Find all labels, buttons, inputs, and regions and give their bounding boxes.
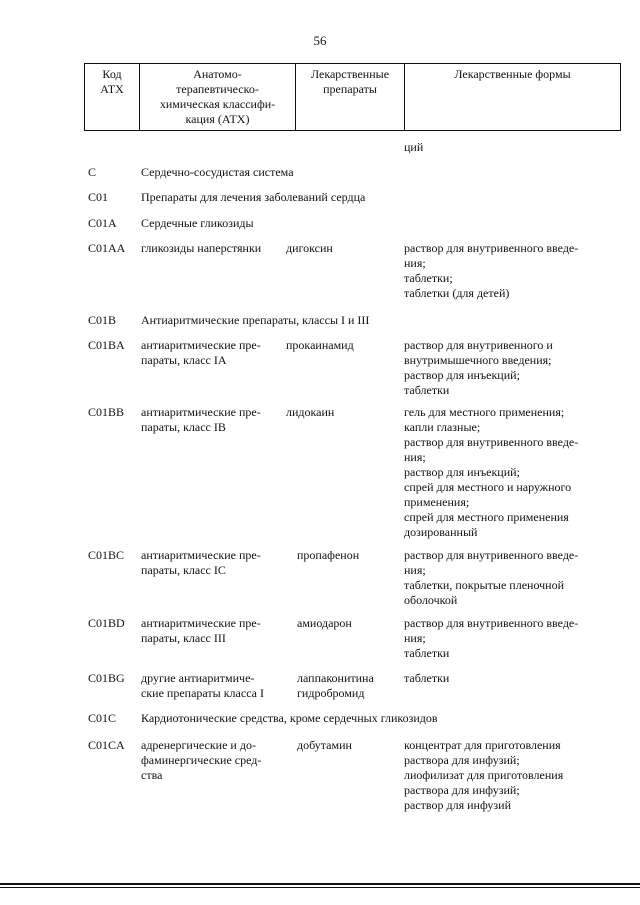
row-code: C01BB bbox=[88, 405, 125, 419]
continuation-text: ций bbox=[404, 140, 424, 154]
row-name: Антиаритмические препараты, классы I и III bbox=[141, 313, 370, 327]
row-forms: раствор для внутривенного введе- ния; таблетки; таблетки (для детей) bbox=[404, 241, 579, 300]
row-forms: раствор для внутривенного и внутримышечного введения; раствор для инъекций; таблетки bbox=[404, 338, 553, 397]
row-forms: раствор для внутривенного введе- ния; таблетки, покрытые пленочной оболочкой bbox=[404, 548, 579, 607]
header-classification: Анатомо- терапевтическо- химическая классифи- кация (АТХ) bbox=[159, 67, 276, 126]
footer-divider bbox=[0, 883, 640, 885]
row-forms: раствор для внутривенного введе- ния; таблетки bbox=[404, 616, 579, 660]
row-name: Кардиотонические средства, кроме сердечных гликозидов bbox=[141, 711, 438, 725]
row-name: другие антиаритмиче- ские препараты класса I bbox=[141, 671, 264, 700]
row-forms: концентрат для приготовления раствора для инфузий; лиофилизат для приготовления раствора для инфузий; раствор для инфузий bbox=[404, 738, 564, 812]
footer-divider-thin bbox=[0, 887, 640, 888]
row-name: Сердечно-сосудистая система bbox=[141, 165, 294, 179]
header-forms: Лекарственные формы bbox=[454, 67, 571, 81]
row-drug: амиодарон bbox=[297, 616, 352, 630]
header-classification-cell bbox=[140, 64, 296, 131]
header-drugs: Лекарственные препараты bbox=[310, 67, 390, 96]
row-forms: гель для местного применения; капли глазные; раствор для внутривенного введе- ния; раствор для инъекций; спрей для местного и наружного применения; спрей для местного применения дозированный bbox=[404, 405, 579, 539]
header-forms-cell bbox=[405, 64, 621, 131]
row-drug: добутамин bbox=[297, 738, 352, 752]
row-code: C01A bbox=[88, 216, 117, 230]
row-name: антиаритмические пре- параты, класс IB bbox=[141, 405, 261, 434]
header-code: Код АТХ bbox=[100, 67, 124, 96]
header-drugs-cell bbox=[296, 64, 405, 131]
row-drug: пропафенон bbox=[297, 548, 360, 562]
header-code-cell bbox=[85, 64, 140, 131]
row-name: Сердечные гликозиды bbox=[141, 216, 254, 230]
row-drug: лидокаин bbox=[286, 405, 335, 419]
row-name: гликозиды наперстянки bbox=[141, 241, 262, 255]
row-code: C01CA bbox=[88, 738, 125, 752]
row-drug: дигоксин bbox=[286, 241, 333, 255]
row-name: антиаритмические пре- параты, класс IA bbox=[141, 338, 261, 367]
row-drug: прокаинамид bbox=[286, 338, 354, 352]
row-drug: лаппаконитина гидробромид bbox=[297, 671, 374, 700]
table-header bbox=[84, 63, 621, 131]
page-number: 56 bbox=[313, 33, 327, 48]
row-code: C01BG bbox=[88, 671, 125, 685]
row-code: C bbox=[88, 165, 97, 179]
row-code: C01BD bbox=[88, 616, 125, 630]
row-code: C01C bbox=[88, 711, 117, 725]
row-code: C01 bbox=[88, 190, 109, 204]
row-name: Препараты для лечения заболеваний сердца bbox=[141, 190, 366, 204]
row-code: C01B bbox=[88, 313, 117, 327]
row-code: C01BC bbox=[88, 548, 125, 562]
row-forms: таблетки bbox=[404, 671, 450, 685]
row-code: C01AA bbox=[88, 241, 126, 255]
row-name: адренергические и до- фаминергические сред- ства bbox=[141, 738, 262, 782]
row-name: антиаритмические пре- параты, класс IC bbox=[141, 548, 261, 577]
row-code: C01BA bbox=[88, 338, 125, 352]
row-name: антиаритмические пре- параты, класс III bbox=[141, 616, 261, 645]
